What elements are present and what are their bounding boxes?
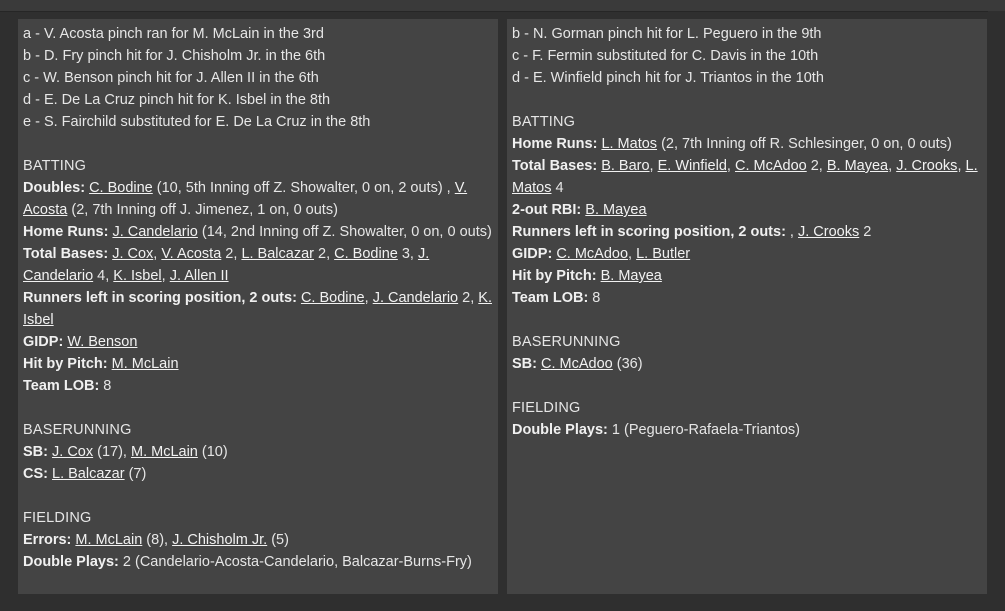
player-link[interactable]: C. McAdoo [556,246,629,262]
player-link[interactable]: E. Winfield [657,158,727,174]
player-link[interactable]: B. Mayea [600,268,662,284]
substitution-note: e - S. Fairchild substituted for E. De La Cruz in the 8th [23,114,371,130]
player-link[interactable]: M. McLain [75,532,143,548]
doubles-label: Doubles: [23,180,86,196]
separator: , [161,268,170,284]
double-plays-value: 1 (Peguero-Rafaela-Triantos) [607,422,800,438]
double-plays-label: Double Plays: [512,422,608,438]
home-runs-line [23,221,498,243]
separator: 4, [93,268,114,284]
double-plays-label: Double Plays: [23,554,119,570]
player-link[interactable]: J. Cox [52,444,94,460]
separator: , [153,246,162,262]
stolen-bases-detail: (10) [197,444,228,460]
team-lob-line [512,287,987,309]
player-link[interactable]: C. McAdoo [541,356,613,372]
team-lob-label: Team LOB: [512,290,589,306]
substitution-note: d - E. Winfield pinch hit for J. Triantos in the 10th [512,70,824,86]
risp-label: Runners left in scoring position, 2 outs: [23,290,297,306]
team-lob-value: 8 [99,378,112,394]
total-bases-label: Total Bases: [512,158,598,174]
double-plays-value: 2 (Candelario-Acosta-Candelario, Balcazar-Burns-Fry) [118,554,472,570]
hit-by-pitch-line [23,353,498,375]
separator: , [364,290,373,306]
errors-label: Errors: [23,532,72,548]
stolen-bases-detail: (36) [612,356,643,372]
substitution-note: c - F. Fermin substituted for C. Davis in the 10th [512,48,819,64]
separator: , [957,158,966,174]
stolen-bases-detail: (17), [93,444,131,460]
hit-by-pitch-line [512,265,987,287]
player-link[interactable]: J. Candelario [23,246,430,284]
separator: , [726,158,735,174]
player-link[interactable]: C. Bodine [89,180,153,196]
doubles-line [23,177,498,221]
two-out-rbi-label: 2-out RBI: [512,202,582,218]
player-link[interactable]: B. Mayea [585,202,647,218]
separator: 2, [313,246,335,262]
stolen-bases-line [512,353,987,375]
stolen-bases-line [23,441,498,463]
separator: 2, [806,158,827,174]
double-plays-line [512,419,987,441]
gidp-label: GIDP: [512,246,553,262]
two-out-rbi-line [512,199,987,221]
player-link[interactable]: C. Bodine [300,290,365,306]
separator: 2, [458,290,479,306]
home-runs-label: Home Runs: [512,136,598,152]
player-link[interactable]: K. Isbel [113,268,162,284]
player-link[interactable]: J. Candelario [372,290,459,306]
caught-stealing-detail: (7) [124,466,147,482]
caught-stealing-label: CS: [23,466,48,482]
batting-heading: BATTING [512,114,576,130]
risp-line [512,221,987,243]
total-bases-line [512,155,987,199]
errors-line [23,529,498,551]
gidp-line [23,331,498,353]
separator: , [785,224,798,240]
home-runs-label: Home Runs: [23,224,109,240]
total-bases-line [23,243,498,287]
player-link[interactable]: W. Benson [67,334,138,350]
player-link[interactable]: J. Candelario [112,224,198,240]
scrollbar[interactable] [988,11,1005,611]
stolen-bases-label: SB: [23,444,48,460]
substitution-note: b - D. Fry pinch hit for J. Chisholm Jr. in the 6th [23,48,326,64]
player-link[interactable]: J. Crooks [896,158,958,174]
player-link[interactable]: L. Butler [636,246,691,262]
team-lob-value: 8 [588,290,601,306]
home-runs-line [512,133,987,155]
team-lob-label: Team LOB: [23,378,100,394]
player-link[interactable]: J. Crooks [798,224,860,240]
separator: 4 [551,180,564,196]
risp-line [23,287,498,331]
hit-by-pitch-label: Hit by Pitch: [512,268,597,284]
substitution-note: b - N. Gorman pinch hit for L. Peguero in the 9th [512,26,822,42]
player-link[interactable]: L. Balcazar [241,246,314,262]
player-link[interactable]: K. Isbel [23,290,492,328]
total-bases-label: Total Bases: [23,246,109,262]
top-bar [0,0,1005,12]
player-link[interactable]: C. Bodine [334,246,398,262]
player-link[interactable]: V. Acosta [23,180,468,218]
team-lob-line [23,375,498,397]
separator: 2, [221,246,242,262]
player-link[interactable]: M. McLain [111,356,179,372]
caught-stealing-line [23,463,498,485]
left-team-notes-panel [18,19,498,594]
player-link[interactable]: C. McAdoo [734,158,807,174]
player-link[interactable]: L. Matos [601,136,658,152]
double-plays-line [23,551,498,573]
errors-detail: (8), [142,532,173,548]
player-link[interactable]: J. Cox [112,246,154,262]
player-link[interactable]: M. McLain [130,444,198,460]
doubles-detail: (2, 7th Inning off J. Jimenez, 1 on, 0 outs) [67,202,338,218]
player-link[interactable]: L. Matos [512,158,978,196]
player-link[interactable]: B. Mayea [826,158,889,174]
gidp-label: GIDP: [23,334,64,350]
player-link[interactable]: J. Chisholm Jr. [172,532,268,548]
doubles-detail: (10, 5th Inning off Z. Showalter, 0 on, 2 outs) , [152,180,455,196]
risp-detail: 2 [859,224,872,240]
player-link[interactable]: J. Allen II [169,268,229,284]
gidp-line [512,243,987,265]
home-runs-detail: (14, 2nd Inning off Z. Showalter, 0 on, 0 outs) [197,224,492,240]
separator: , [888,158,897,174]
player-link[interactable]: L. Balcazar [52,466,125,482]
baserunning-heading: BASERUNNING [512,334,621,350]
fielding-heading: FIELDING [23,510,92,526]
hit-by-pitch-label: Hit by Pitch: [23,356,108,372]
separator: , [649,158,658,174]
substitution-note: a - V. Acosta pinch ran for M. McLain in the 3rd [23,26,324,42]
player-link[interactable]: V. Acosta [161,246,222,262]
player-link[interactable]: B. Baro [601,158,650,174]
home-runs-detail: (2, 7th Inning off R. Schlesinger, 0 on, 0 outs) [657,136,952,152]
errors-detail: (5) [267,532,289,548]
substitution-note: d - E. De La Cruz pinch hit for K. Isbel in the 8th [23,92,331,108]
stolen-bases-label: SB: [512,356,537,372]
separator: 3, [397,246,418,262]
substitution-note: c - W. Benson pinch hit for J. Allen II in the 6th [23,70,319,86]
risp-label: Runners left in scoring position, 2 outs: [512,224,786,240]
right-team-notes-panel [507,19,987,594]
baserunning-heading: BASERUNNING [23,422,132,438]
separator: , [628,246,637,262]
fielding-heading: FIELDING [512,400,581,416]
batting-heading: BATTING [23,158,87,174]
